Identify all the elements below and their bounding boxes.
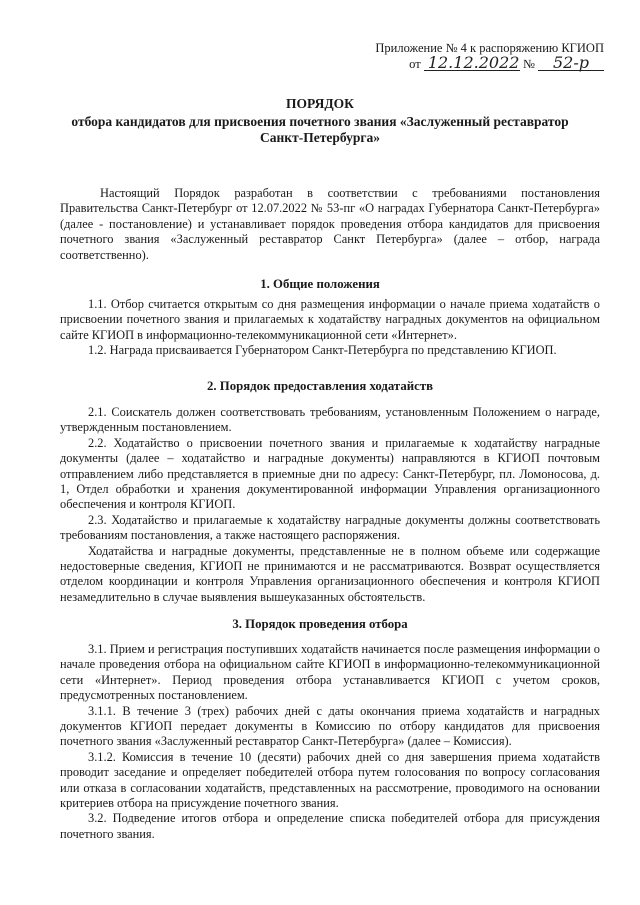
section-2-heading: 2. Порядок предоставления ходатайств — [206, 379, 434, 393]
paragraph-2-1: 2.1. Соискатель должен соответствовать требованиям, установленным Положением о награде, утвержденным постановлением. — [60, 405, 600, 435]
intro-paragraph: Настоящий Порядок разработан в соответствии с требованиями постановления Правительства Санкт-Петербург от 12.07.2022 № 53-пг «О наградах Губернатора Санкт-Петербурга» (далее - постановление) и устанавливает порядок проведения отбора кандидатов для присвоения почетного звания «Заслуженный реставратор Санкт Петербурга» (далее – отбор, награда соответственно). — [60, 186, 600, 262]
order-date-number — [344, 53, 604, 72]
appendix-header — [344, 40, 604, 72]
handwritten-number: 52-р — [538, 56, 604, 71]
paragraph-3-1: 3.1. Прием и регистрация поступивших ходатайств начинается после размещения информации о начале проведения отбора на официальном сайте КГИОП в информационно-телекоммуникационной сети «Интернет». Период проведения отбора устанавливается КГИОП с учетом сроков, предусмотренных постановлением. — [60, 642, 600, 703]
paragraph-2-4: Ходатайства и наградные документы, представленные не в полном объеме или содержащие недостоверные сведения, КГИОП не принимаются и не рассматриваются. Возврат осуществляется отделом координации и контроля Управления организационного обеспечения и контроля КГИОП незамедлительно в случае выявления вышеуказанных обстоятельств. — [60, 543, 600, 604]
paragraph-1-2: 1.2. Награда присваивается Губернатором Санкт-Петербурга по представлению КГИОП. — [88, 343, 557, 358]
section-3-heading: 3. Порядок проведения отбора — [232, 617, 408, 631]
intro-paragraph-block — [60, 186, 600, 263]
from-label: от — [409, 57, 421, 71]
paragraph-1-1: 1.1. Отбор считается открытым со дня размещения информации о начале приема ходатайств о присвоении почетного звания и прилагаемых к ходатайству наградных документов на официальном сайте КГИОП в информационно-телекоммуникационной сети «Интернет». — [60, 297, 600, 342]
handwritten-date: 12.12.2022 — [424, 56, 520, 71]
paragraph-3-2: 3.2. Подведение итогов отбора и определение списка победителей отбора для присуждения почетного звания. — [60, 811, 600, 841]
document-title: ПОРЯДОК — [286, 96, 354, 111]
paragraph-2-2: 2.2. Ходатайство о присвоении почетного звания и прилагаемые к ходатайству наградные документы (далее – ходатайство и наградные документы) направляются в КГИОП почтовым отправлением либо представляется в приемные дни по адресу: Санкт-Петербург, пл. Ломоносова, д. 1, Отдел обработки и хранения документированной информации Управления организационного обеспечения и контроля КГИОП. — [60, 435, 600, 512]
paragraph-2-3: 2.3. Ходатайство и прилагаемые к ходатайству наградные документы должны соответствовать требованиям постановления, а также настоящего распоряжения. — [60, 512, 600, 543]
section-2-body — [60, 405, 600, 605]
section-1-body — [60, 297, 600, 359]
document-subtitle-line-2: Санкт-Петербурга» — [260, 130, 380, 145]
section-3-body — [60, 642, 600, 842]
paragraph-3-1-1: 3.1.1. В течение 3 (трех) рабочих дней с даты окончания приема ходатайств и наградных документов КГИОП передает документы в Комиссию по отбору кандидатов для присвоения почетного звания «Заслуженный реставратор Санкт-Петербурга» (далее – Комиссия). — [60, 703, 600, 749]
appendix-line: Приложение № 4 к распоряжению КГИОП — [375, 41, 604, 55]
section-1-heading: 1. Общие положения — [260, 277, 380, 291]
number-label: № — [522, 57, 535, 71]
document-subtitle-line-1: отбора кандидатов для присвоения почетного звания «Заслуженный реставратор — [71, 114, 569, 129]
paragraph-3-1-2: 3.1.2. Комиссия в течение 10 (десяти) рабочих дней со дня завершения приема ходатайств проводит заседание и определяет победителей отбора путем голосования по вопросу согласования или отказа в согласовании ходатайств, представленных на рассмотрение, проводимого на основании критериев отбора на присуждение почетного звания. — [60, 749, 600, 811]
